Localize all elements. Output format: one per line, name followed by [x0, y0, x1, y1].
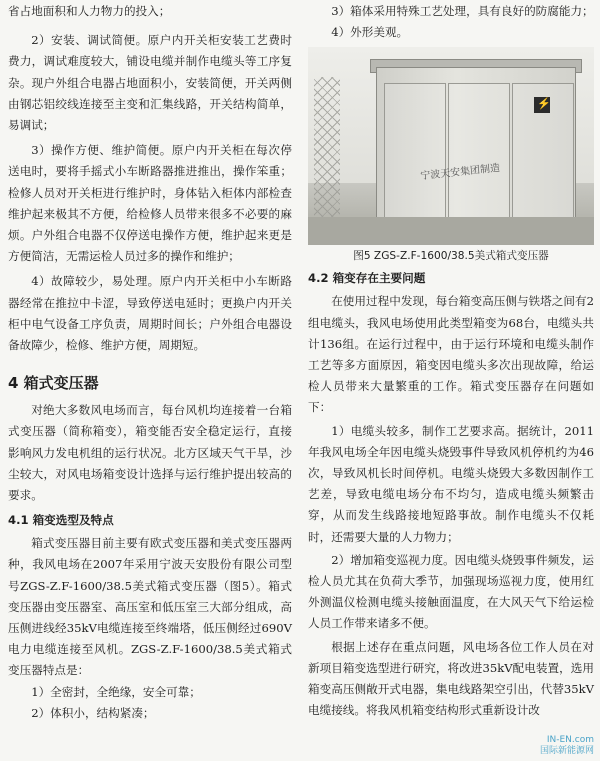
right-column: [308, 0, 594, 721]
paragraph: 箱式变压器目前主要有欧式变压器和美式变压器两种，我风电场在2007年采用宁波天安股份有限公司型号ZGS-Z.F-1600/38.5美式箱式变压器（图5）。箱式变压器由变压器室、高压室和低压室三大部分组成，高压侧进线经35kV电缆连接至终端塔，低压侧经过690V电力电缆连接至风机。ZGS-Z.F-1600/38.5美式箱式变压器特点是：: [8, 536, 292, 678]
section-heading: 4 箱式变压器: [8, 374, 99, 393]
pylon-icon: [314, 77, 340, 227]
ground: [308, 217, 594, 245]
paragraph: 3）箱体采用特殊工艺处理，具有良好的防腐能力；: [331, 4, 594, 18]
paragraph: 4）故障较少，易处理。原户内开关柜中小车断路器经常在推拉中卡涩，导致停送电延时；更换户内开关柜中电气设备工序负责，周期时间长；户外组合电器设备故障少，检修、维护方便，周期短。: [8, 274, 292, 353]
brand-text: 宁波天安集团制造: [419, 163, 501, 183]
paragraph: 1）全密封，全绝缘，安全可靠；: [31, 684, 201, 699]
paragraph: 在使用过程中发现，每台箱变高压侧与铁塔之间有2组电缆头，我风电场使用此类型箱变为68台，电缆头共计136组。在运行过程中，由于运行环境和电缆头制作工艺等多方面原因，箱变因电缆头多次出现故障，给运检人员带来大量繁重的工作。箱式变压器存在问题如下：: [308, 294, 594, 415]
warning-sign-icon: [534, 97, 550, 113]
paragraph: 对绝大多数风电场而言，每台风机均连接着一台箱式变压器（简称箱变），箱变能否安全稳定运行，直接影响风力发电机组的运行状况。北方区域天气干旱，沙尘较大，对风电场箱变设计选择与运行维护提出较高的要求。: [8, 403, 292, 503]
left-column: [8, 0, 292, 724]
paragraph: 2）体积小，结构紧凑；: [31, 705, 155, 720]
paragraph: 3）操作方便、维护简便。原户内开关柜在每次停送电时，要将手摇式小车断路器推进推出，操作笨重；检修人员对开关柜进行维护时，身体钻入柜体内部检查维护起来极其不方便，给检修人员带来很多不必要的麻烦。户外组合电器不仅停送电操作方便，维护起来更是方便简洁，无需运检人员过多的操作和维护；: [8, 143, 292, 264]
door: [448, 83, 510, 221]
paragraph: 根据上述存在重点问题，风电场各位工作人员在对新项目箱变选型进行研究，将改进35kV配电装置，选用箱变高压侧敞开式电器，集电线路架空引出，代替35kV电缆接线。将我风机箱变结构形式重新设计改: [308, 639, 594, 718]
subsection-heading: 4.1 箱变选型及特点: [8, 513, 114, 528]
paragraph: 1）电缆头较多，制作工艺要求高。据统计，2011年我风电场全年因电缆头烧毁事件导致风机停机约为46次，导致风机长时间停机。电缆头烧毁大多数因制作工艺差，导致电缆电场分布不均匀，造成电缆头频繁击穿，从而发生线路接地短路事故。制作电缆头不仅耗时，还需要大量的人力物力；: [308, 423, 594, 544]
paragraph: 2）增加箱变巡视力度。因电缆头烧毁事件频发，运检人员尤其在负荷大季节，加强现场巡视力度，使用红外测温仪检测电缆头接触面温度，在大风天气下给运检人员工作带来诸多不便。: [308, 552, 594, 631]
paragraph: 2）安装、调试简便。原户内开关柜安装工艺费时费力，调试难度较大，铺设电缆并制作电缆头等工序复杂。现户外组合电器占地面积小，安装简便，开关两侧由钢芯铝绞线连接至主变和汇集线路，开关结构简单，易调试；: [8, 33, 292, 133]
watermark-logo: IN-EN.com 国际新能源网: [539, 735, 594, 756]
transformer-photo: [308, 47, 594, 245]
figure-caption: 图5 ZGS-Z.F-1600/38.5美式箱式变压器: [353, 250, 549, 263]
paragraph: 省占地面积和人力物力的投入；: [8, 4, 171, 18]
subsection-heading: 4.2 箱变存在主要问题: [308, 271, 426, 286]
door: [384, 83, 446, 221]
paragraph: 4）外形美观。: [331, 25, 409, 40]
